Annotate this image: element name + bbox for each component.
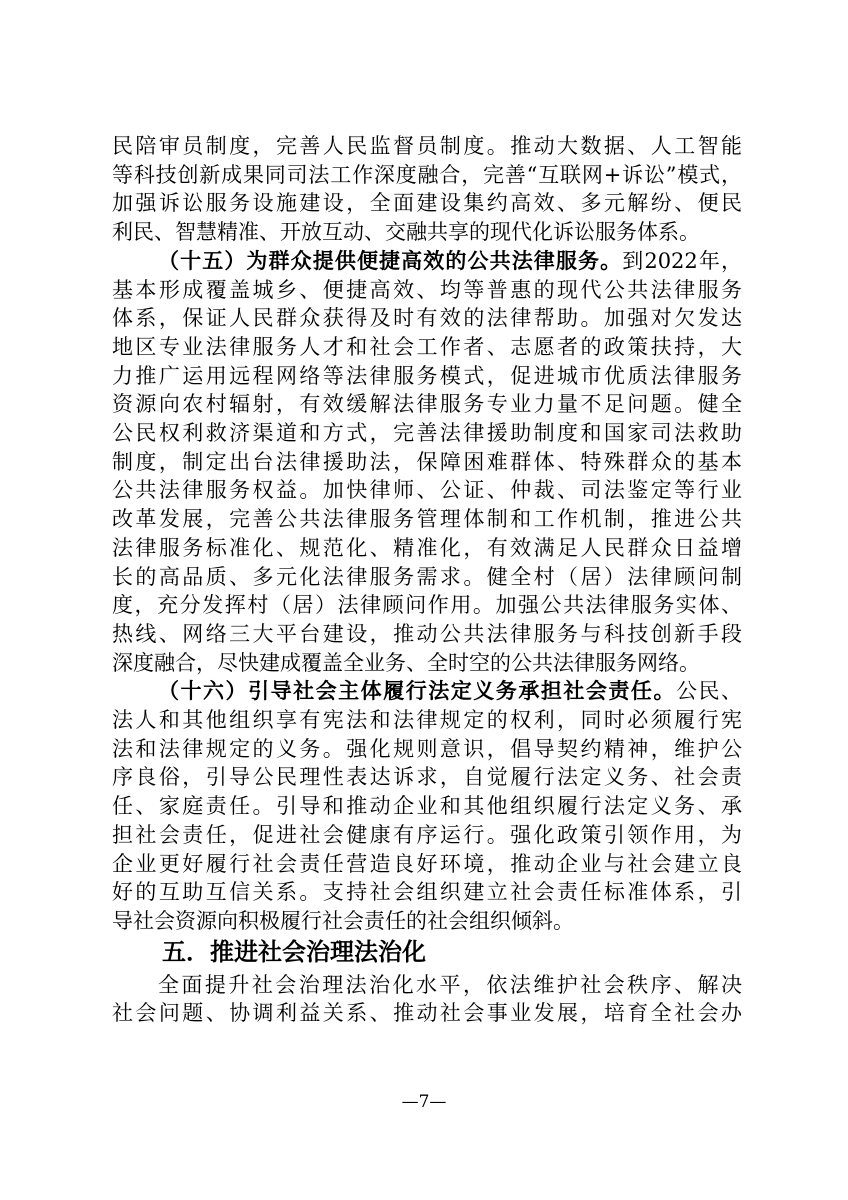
text-line: 全面提升社会治理法治化水平，依法维护社会秩序、解决 (158, 973, 742, 997)
text-line: 公共法律服务权益。加快律师、公证、仲裁、司法鉴定等行业 (112, 478, 742, 502)
text-line: 长的高品质、多元化法律服务需求。健全村（居）法律顾问制 (112, 565, 742, 589)
text-line: 地区专业法律服务人才和社会工作者、志愿者的政策扶持，大 (112, 335, 742, 359)
text-line: 社会问题、协调利益关系、推动社会事业发展，培育全社会办 (112, 1001, 742, 1025)
text-line: 法人和其他组织享有宪法和法律规定的权利，同时必须履行宪 (112, 708, 742, 732)
text-line: 制度，制定出台法律援助法，保障困难群体、特殊群众的基本 (112, 450, 742, 474)
text-line: 资源向农村辐射，有效缓解法律服务专业力量不足问题。健全 (112, 392, 742, 416)
text-line: 任、家庭责任。引导和推动企业和其他组织履行法定义务、承 (112, 794, 742, 818)
text-line: 企业更好履行社会责任营造良好环境，推动企业与社会建立良 (112, 852, 742, 876)
paragraph-15-first-line (158, 247, 742, 276)
text-line: 利民、智慧精准、开放互动、交融共享的现代化诉讼服务体系。 (112, 220, 700, 244)
text-line: 等科技创新成果同司法工作深度融合，完善“互联网+诉讼”模式， (112, 163, 742, 187)
text-run: 公民、 (675, 679, 743, 703)
text-line: 公民权利救济渠道和方式，完善法律援助制度和国家司法救助 (112, 421, 742, 445)
text-line: 改革发展，完善公共法律服务管理体制和工作机制，推进公共 (112, 507, 742, 531)
text-line: 体系，保证人民群众获得及时有效的法律帮助。加强对欠发达 (112, 306, 742, 330)
section-heading: 五．推进社会治理法治化 (162, 938, 426, 966)
text-line: 担社会责任，促进社会健康有序运行。强化政策引领作用，为 (112, 823, 742, 847)
text-line: 导社会资源向积极履行社会责任的社会组织倾斜。 (112, 909, 574, 933)
text-line: 好的互助互信关系。支持社会组织建立社会责任标准体系，引 (112, 880, 742, 904)
text-line: 民陪审员制度，完善人民监督员制度。推动大数据、人工智能 (112, 134, 742, 158)
text-line: 法和法律规定的义务。强化规则意识，倡导契约精神，维护公 (112, 737, 742, 761)
paragraph-15-heading: （十五）为群众提供便捷高效的公共法律服务。 (158, 248, 623, 273)
text-line: 度，充分发挥村（居）法律顾问作用。加强公共法律服务实体、 (112, 593, 742, 617)
text-line: 热线、网络三大平台建设，推动公共法律服务与科技创新手段 (112, 622, 742, 646)
page-number: —7— (401, 1092, 447, 1112)
text-line: 深度融合，尽快建成覆盖全业务、全时空的公共法律服务网络。 (112, 651, 700, 675)
text-line: 力推广运用远程网络等法律服务模式，促进城市优质法律服务 (112, 364, 742, 388)
text-line: 法律服务标准化、规范化、精准化，有效满足人民群众日益增 (112, 536, 742, 560)
text-line: 基本形成覆盖城乡、便捷高效、均等普惠的现代公共法律服务 (112, 278, 742, 302)
paragraph-16-first-line (158, 677, 742, 706)
text-run: 到2022年， (622, 249, 742, 273)
text-line: 加强诉讼服务设施建设，全面建设集约高效、多元解纷、便民 (112, 191, 742, 215)
text-line: 序良俗，引导公民理性表达诉求，自觉履行法定义务、社会责 (112, 765, 742, 789)
paragraph-16-heading: （十六）引导社会主体履行法定义务承担社会责任。 (158, 678, 676, 703)
